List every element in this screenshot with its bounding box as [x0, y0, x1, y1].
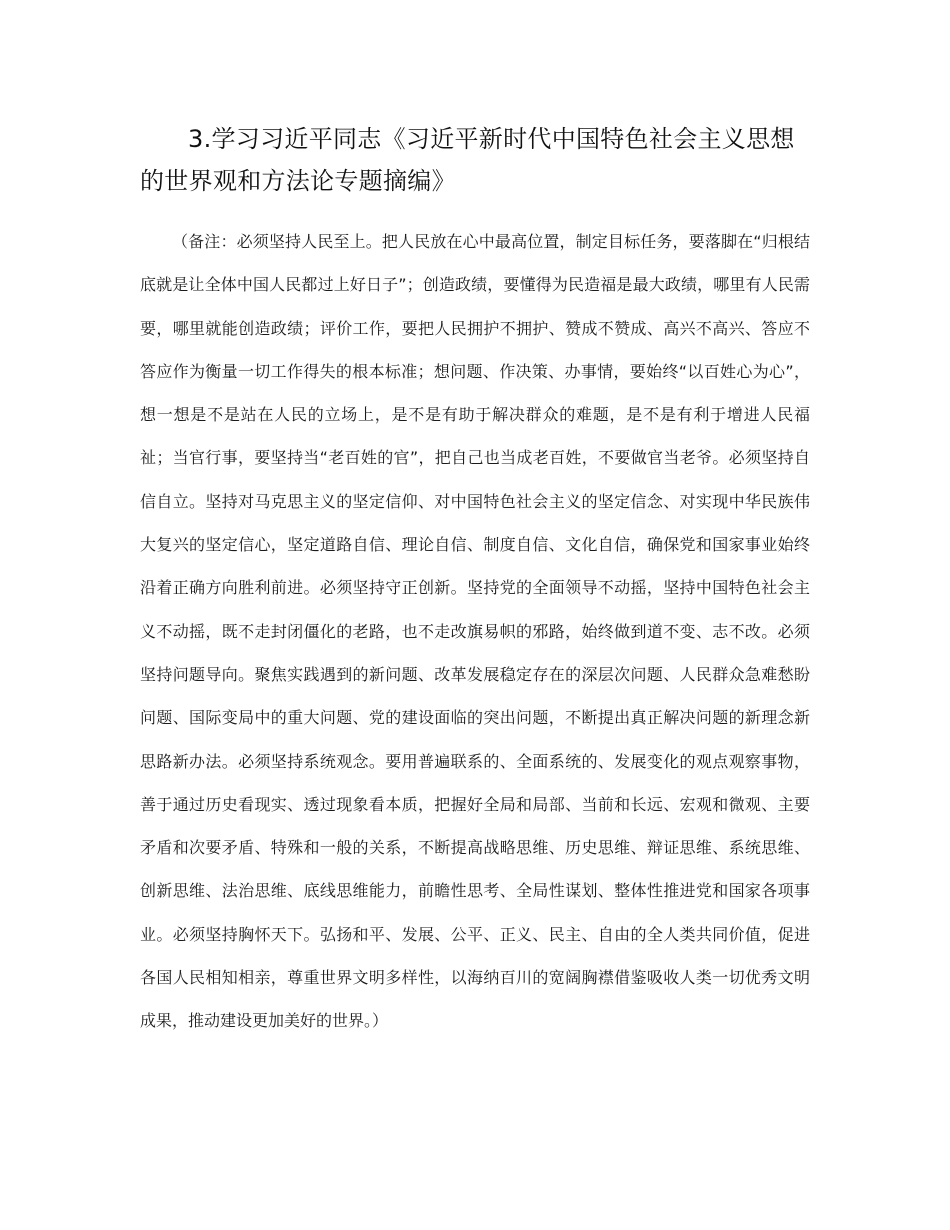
document-title: 3.学习习近平同志《习近平新时代中国特色社会主义思想的世界观和方法论专题摘编》: [140, 125, 795, 195]
note-paragraph: （备注：必须坚持人民至上。把人民放在心中最高位置，制定目标任务，要落脚在“归根结底就是让全体中国人民都过上好日子”；创造政绩，要懂得为民造福是最大政绩，哪里有人民需要，哪里就能创造政绩；评价工作，要把人民拥护不拥护、赞成不赞成、高兴不高兴、答应不答应作为衡量一切工作得失的根本标准；想问题、作决策、办事情，要始终“以百姓心为心”，想一想是不是站在人民的立场上，是不是有助于解决群众的难题，是不是有利于增进人民福祉；当官行事，要坚持当“老百姓的官”，把自己也当成老百姓，不要做官当老爷。必须坚持自信自立。坚持对马克思主义的坚定信仰、对中国特色社会主义的坚定信念、对实现中华民族伟大复兴的坚定信心，坚定道路自信、理论自信、制度自信、文化自信，确保党和国家事业始终沿着正确方向胜利前进。必须坚持守正创新。坚持党的全面领导不动摇，坚持中国特色社会主义不动摇，既不走封闭僵化的老路，也不走改旗易帜的邪路，始终做到道不变、志不改。必须坚持问题导向。聚焦实践遇到的新问题、改革发展稳定存在的深层次问题、人民群众急难愁盼问题、国际变局中的重大问题、党的建设面临的突出问题，不断提出真正解决问题的新理念新思路新办法。必须坚持系统观念。要用普遍联系的、全面系统的、发展变化的观点观察事物，善于通过历史看现实、透过现象看本质，把握好全局和局部、当前和长远、宏观和微观、主要矛盾和次要矛盾、特殊和一般的关系，不断提高战略思维、历史思维、辩证思维、系统思维、创新思维、法治思维、底线思维能力，前瞻性思考、全局性谋划、整体性推进党和国家各项事业。必须坚持胸怀天下。弘扬和平、发展、公平、正义、民主、自由的全人类共同价值，促进各国人民相知相亲，尊重世界文明多样性，以海纳百川的宽阔胸襟借鉴吸收人类一切优秀文明成果，推动建设更加美好的世界。）: [140, 232, 810, 1031]
